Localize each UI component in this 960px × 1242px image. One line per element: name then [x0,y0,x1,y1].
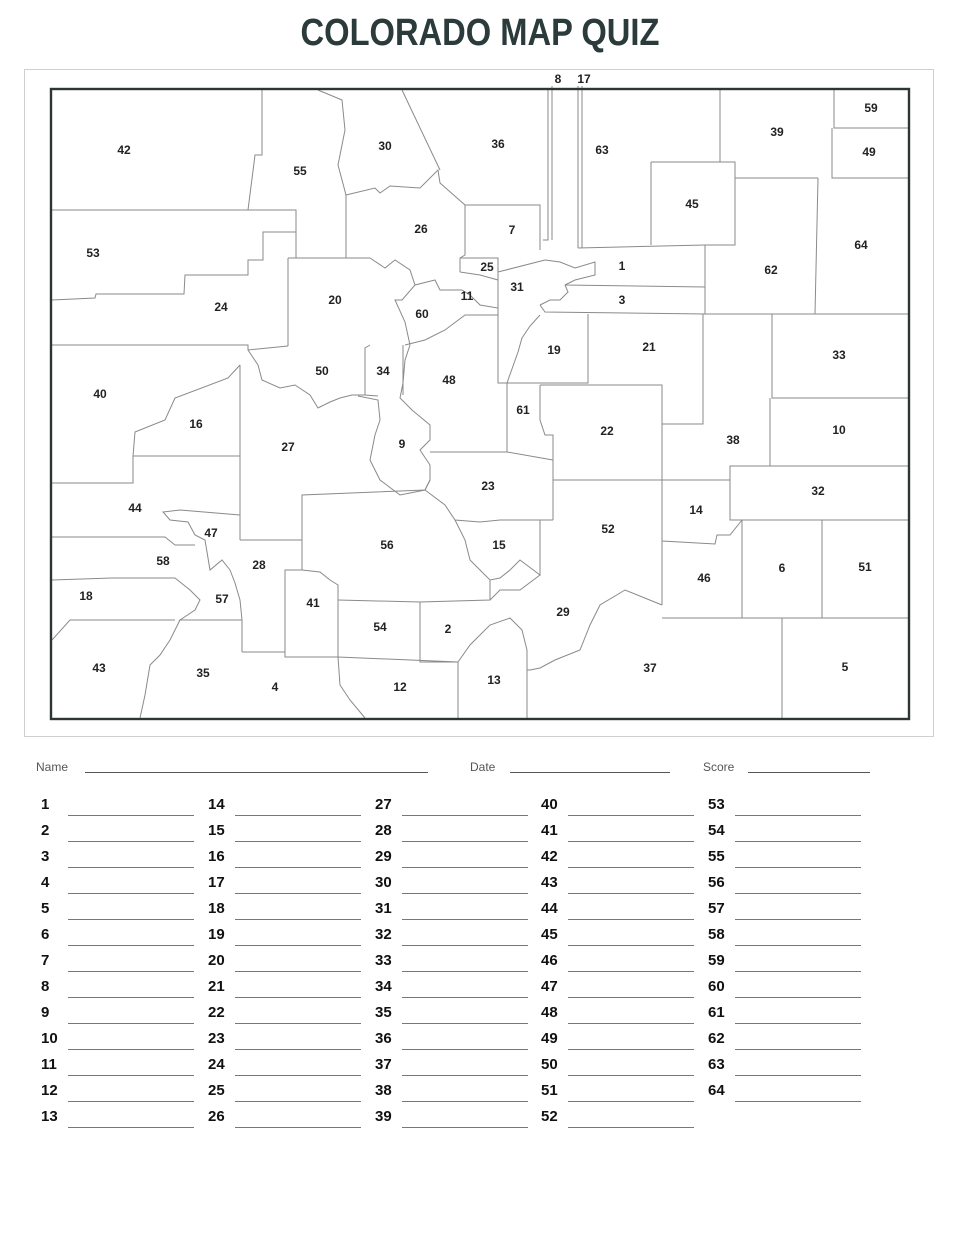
answer-input-line[interactable] [68,945,194,946]
answer-number: 15 [208,822,225,839]
answer-number: 7 [41,952,50,969]
county-label-38: 38 [726,433,740,448]
answer-input-line[interactable] [402,919,528,920]
county-label-42: 42 [117,143,131,158]
county-label-44: 44 [128,501,142,516]
county-label-59: 59 [864,101,878,116]
answer-input-line[interactable] [568,893,694,894]
answer-input-line[interactable] [402,841,528,842]
answer-number: 27 [375,796,392,813]
answer-number: 23 [208,1030,225,1047]
county-label-31: 31 [510,280,524,295]
county-label-35: 35 [196,666,210,681]
county-label-45: 45 [685,197,699,212]
county-label-60: 60 [415,307,429,322]
answer-input-line[interactable] [68,1023,194,1024]
answer-input-line[interactable] [235,867,361,868]
county-label-20: 20 [328,293,342,308]
county-label-25: 25 [480,260,494,275]
answer-number: 29 [375,848,392,865]
answer-number: 48 [541,1004,558,1021]
answer-number: 12 [41,1082,58,1099]
answer-input-line[interactable] [68,997,194,998]
county-label-41: 41 [306,596,320,611]
answer-number: 49 [541,1030,558,1047]
name-label: Name [36,760,69,774]
answer-input-line[interactable] [568,1075,694,1076]
county-label-49: 49 [862,145,876,160]
answer-number: 14 [208,796,225,813]
county-label-21: 21 [642,340,656,355]
answer-input-line[interactable] [402,893,528,894]
county-label-58: 58 [156,554,170,569]
county-label-23: 23 [481,479,495,494]
answer-number: 53 [708,796,725,813]
answer-number: 54 [708,822,725,839]
county-label-36: 36 [491,137,505,152]
county-label-30: 30 [378,139,392,154]
county-label-7: 7 [508,223,516,238]
answer-number: 33 [375,952,392,969]
answer-input-line[interactable] [568,1023,694,1024]
county-label-18: 18 [79,589,93,604]
county-label-29: 29 [556,605,570,620]
answer-number: 64 [708,1082,725,1099]
answer-number: 47 [541,978,558,995]
answer-input-line[interactable] [68,1075,194,1076]
answer-number: 19 [208,926,225,943]
answer-input-line[interactable] [735,841,861,842]
answer-input-line[interactable] [235,919,361,920]
answer-number: 4 [41,874,50,891]
county-label-53: 53 [86,246,100,261]
answer-input-line[interactable] [68,1049,194,1050]
answer-input-line[interactable] [402,815,528,816]
county-label-63: 63 [595,143,609,158]
county-label-5: 5 [841,660,849,675]
answer-input-line[interactable] [735,971,861,972]
answer-number: 61 [708,1004,725,1021]
answer-input-line[interactable] [68,815,194,816]
answer-input-line[interactable] [235,1023,361,1024]
answer-number: 9 [41,1004,50,1021]
answer-input-line[interactable] [568,1127,694,1128]
answer-input-line[interactable] [235,841,361,842]
name-input-line[interactable] [85,772,428,773]
answer-input-line[interactable] [235,1049,361,1050]
answer-number: 46 [541,952,558,969]
answer-input-line[interactable] [568,1049,694,1050]
county-label-37: 37 [643,661,657,676]
answer-number: 13 [41,1108,58,1125]
answer-number: 56 [708,874,725,891]
answer-number: 36 [375,1030,392,1047]
county-label-52: 52 [601,522,615,537]
county-label-10: 10 [832,423,846,438]
answer-input-line[interactable] [402,1023,528,1024]
answer-input-line[interactable] [568,815,694,816]
county-label-56: 56 [380,538,394,553]
county-boundaries [52,86,908,718]
answer-input-line[interactable] [68,971,194,972]
answer-number: 10 [41,1030,58,1047]
answer-input-line[interactable] [735,867,861,868]
answer-number: 57 [708,900,725,917]
answer-number: 24 [208,1056,225,1073]
county-label-17: 17 [577,72,591,87]
score-label: Score [703,760,735,774]
answer-number: 58 [708,926,725,943]
answer-number: 8 [41,978,50,995]
answer-input-line[interactable] [68,867,194,868]
county-label-2: 2 [444,622,452,637]
answer-input-line[interactable] [735,1101,861,1102]
answer-number: 2 [41,822,50,839]
answer-input-line[interactable] [68,1127,194,1128]
answer-number: 5 [41,900,50,917]
answer-input-line[interactable] [735,1023,861,1024]
county-label-64: 64 [854,238,868,253]
county-label-46: 46 [697,571,711,586]
answer-number: 20 [208,952,225,969]
answer-number: 28 [375,822,392,839]
county-label-11: 11 [460,289,474,304]
answer-input-line[interactable] [402,971,528,972]
answer-input-line[interactable] [235,893,361,894]
answer-input-line[interactable] [68,919,194,920]
answer-number: 1 [41,796,50,813]
answer-input-line[interactable] [735,997,861,998]
county-label-9: 9 [398,437,406,452]
county-label-32: 32 [811,484,825,499]
answer-number: 22 [208,1004,225,1021]
answer-number: 41 [541,822,558,839]
answer-input-line[interactable] [402,867,528,868]
answer-number: 25 [208,1082,225,1099]
answer-number: 11 [41,1056,57,1073]
county-label-14: 14 [689,503,703,518]
answer-number: 16 [208,848,225,865]
answer-input-line[interactable] [735,1075,861,1076]
answer-input-line[interactable] [735,893,861,894]
answer-number: 42 [541,848,558,865]
county-label-43: 43 [92,661,106,676]
date-input-line[interactable] [510,772,670,773]
county-label-61: 61 [516,403,530,418]
answer-number: 21 [208,978,225,995]
answer-input-line[interactable] [235,815,361,816]
answer-input-line[interactable] [568,841,694,842]
answer-number: 44 [541,900,558,917]
answer-input-line[interactable] [735,945,861,946]
county-label-24: 24 [214,300,228,315]
county-label-54: 54 [373,620,387,635]
answer-number: 59 [708,952,725,969]
answer-input-line[interactable] [235,997,361,998]
county-label-15: 15 [492,538,506,553]
county-label-8: 8 [554,72,562,87]
answer-input-line[interactable] [568,971,694,972]
answer-input-line[interactable] [568,919,694,920]
answer-input-line[interactable] [68,1101,194,1102]
answer-input-line[interactable] [568,945,694,946]
answer-input-line[interactable] [402,1127,528,1128]
county-label-19: 19 [547,343,561,358]
answer-input-line[interactable] [235,1101,361,1102]
county-label-22: 22 [600,424,614,439]
answer-number: 26 [208,1108,225,1125]
answer-number: 32 [375,926,392,943]
county-label-62: 62 [764,263,778,278]
county-label-33: 33 [832,348,846,363]
answer-input-line[interactable] [568,997,694,998]
score-input-line[interactable] [748,772,870,773]
answer-input-line[interactable] [235,1075,361,1076]
answer-input-line[interactable] [402,997,528,998]
county-label-51: 51 [858,560,872,575]
answer-number: 62 [708,1030,725,1047]
answer-number: 18 [208,900,225,917]
county-label-40: 40 [93,387,107,402]
county-label-48: 48 [442,373,456,388]
answer-number: 31 [375,900,392,917]
answer-number: 45 [541,926,558,943]
page-title: COLORADO MAP QUIZ [300,12,660,54]
answer-input-line[interactable] [735,919,861,920]
answer-number: 63 [708,1056,725,1073]
county-label-26: 26 [414,222,428,237]
answer-number: 34 [375,978,392,995]
county-label-57: 57 [215,592,229,607]
answer-number: 55 [708,848,725,865]
answer-number: 40 [541,796,558,813]
answer-input-line[interactable] [735,815,861,816]
county-label-34: 34 [376,364,390,379]
answer-input-line[interactable] [68,893,194,894]
answer-number: 3 [41,848,50,865]
county-label-1: 1 [618,259,626,274]
county-label-6: 6 [778,561,786,576]
county-label-28: 28 [252,558,266,573]
county-label-12: 12 [393,680,407,695]
answer-number: 39 [375,1108,392,1125]
answer-number: 6 [41,926,50,943]
answer-number: 38 [375,1082,392,1099]
answer-input-line[interactable] [402,1049,528,1050]
answer-input-line[interactable] [568,867,694,868]
answer-input-line[interactable] [235,971,361,972]
answer-input-line[interactable] [568,1101,694,1102]
county-label-4: 4 [271,680,279,695]
county-label-16: 16 [189,417,203,432]
answer-number: 35 [375,1004,392,1021]
county-label-27: 27 [281,440,295,455]
answer-number: 30 [375,874,392,891]
answer-input-line[interactable] [402,1075,528,1076]
answer-number: 43 [541,874,558,891]
answer-input-line[interactable] [235,1127,361,1128]
answer-number: 51 [541,1082,558,1099]
answer-number: 17 [208,874,225,891]
answer-number: 52 [541,1108,558,1125]
date-label: Date [470,760,496,774]
answer-input-line[interactable] [735,1049,861,1050]
answer-number: 50 [541,1056,558,1073]
county-label-39: 39 [770,125,784,140]
county-label-47: 47 [204,526,218,541]
colorado-state-border [51,89,909,719]
answer-number: 60 [708,978,725,995]
answer-input-line[interactable] [68,841,194,842]
answer-input-line[interactable] [235,945,361,946]
county-label-13: 13 [487,673,501,688]
answer-number: 37 [375,1056,392,1073]
county-label-50: 50 [315,364,329,379]
answer-input-line[interactable] [402,945,528,946]
answer-input-line[interactable] [402,1101,528,1102]
county-label-55: 55 [293,164,307,179]
county-label-3: 3 [618,293,626,308]
